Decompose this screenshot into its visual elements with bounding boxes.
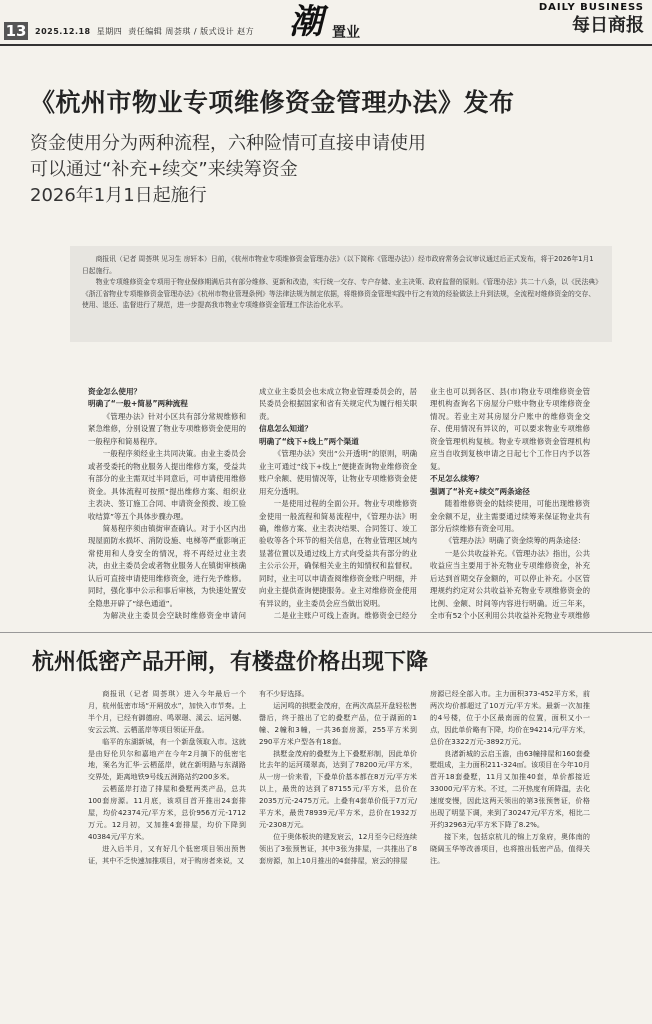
body-paragraph: 成立业主委员会也未成立物业管理委员会的，居民委员会根据国家和省有关规定代为履行相关职责。 — [259, 387, 417, 421]
body-paragraph: 一般程序须经业主共同决策。由业主委员会或者受委托的物业服务人提出维修方案，受益共有部分的业主需双过半同意后，可申请使用维修资金。具体流程可按照“提出维修方案、组织业主表决、签订施工合同、申请资金预拨、竣工验收结算”等五个具体步骤办理。 — [88, 449, 246, 521]
subheading: 不足怎么续筹？ — [430, 474, 484, 484]
article2-column-2 — [259, 688, 417, 1018]
body-paragraph: 《管理办法》明确了资金续筹的两条途径： — [444, 536, 586, 546]
subheading: 强调了“补充+续交”两条途径 — [430, 486, 530, 496]
brand-chinese: 每日商报 — [572, 15, 644, 36]
body-paragraph: 一是使用过程的全面公开。物业专项维修资金使用一般流程和简易流程中，《管理办法》明确，维修方案、业主表决结果、合同签订、竣工验收等各个环节的相关信息，在物业管理区域内显著位置以及通过线上方式向受益共有部分的业主公示公开，确保相关业主的知情权和监督权。同时，业主可以申请查阅维修资金账户明细，并向业主提供查询便捷服务。业主对维修资金使用有异议的，业主委员会应当做出说明。 — [259, 499, 417, 608]
subheading: 明确了“线下+线上”两个渠道 — [259, 436, 359, 446]
article1-deck-line-3: 2026年1月1日起施行 — [30, 185, 207, 206]
body-paragraph: 《管理办法》突出“公开透明”的原则，明确业主可通过“线下+线上”便捷查询物业维修资金账户余额、使用情况等，让物业专项维修资金使用充分透明。 — [259, 449, 417, 496]
body-paragraph: 商报讯（记者 周荟琪）进入今年最后一个月，杭州低密市场“开闸放水”，加快入市节奏。上半个月，已经有御德府、鸣翠璟、溪云、运河樾、安云云筑、云栖蓝岸等项目领证开盘。 — [88, 689, 246, 734]
body-paragraph: 《管理办法》针对小区共有部分常规维修和紧急维修，分别设置了物业专项维修资金使用的一般程序和简易程序。 — [88, 411, 246, 446]
subheading: 资金怎么使用？ — [88, 387, 142, 396]
article1-column-3 — [430, 386, 590, 624]
section-name: 置业 — [332, 25, 360, 41]
article-divider — [0, 632, 652, 633]
page-number: 13 — [5, 22, 27, 40]
subheading: 信息怎么知道？ — [259, 424, 313, 434]
body-paragraph: 云栖蓝岸打造了排屋和叠墅两类产品，总共100套房源。11月底，该项目首开推出24套排屋，均价42374元/平方米，总价956万元-1712万元。12月初，又加推4套排屋，均价下降到40384元/平方米。 — [88, 784, 246, 841]
body-paragraph: 运河鸣的拱墅金茂府，在两次高层开盘轻松售罄后，终于推出了它的叠墅产品，位于湖面的1幢、2幢和3幢，一共36套房源，255平方米到290平方米户型各有18套。 — [259, 700, 417, 746]
body-paragraph: 为解决业主委员会空缺时维修资金申请问 — [102, 611, 246, 621]
layout-designer: 版式设计 赵方 — [200, 27, 255, 36]
lead-paragraph: 商报讯（记者 周荟琪 见习生 房轩本）日前，《杭州市物业专项维修资金管理办法》（以下简称《管理办法》）经市政府常务会议审议通过后正式发布，将于2026年1月1日起施行。 — [82, 255, 594, 275]
article1-deck-line-1: 资金使用分为两种流程，六种险情可直接申请使用 — [30, 133, 426, 154]
body-paragraph: 良渚新城的云启玉澹，由63幢排屋和160套叠墅组成，主力面积211-324㎡。该项目在今年10月首开18套叠墅，11月又加推40套，单价都接近33000元/平方米。不过，二开热度有所降温，去化速度变慢，因此这两天领出的第3张预售证，价格出现了明显下调，来到了30247元/平方米，相比二开约32963元/平方米下降了8.2%。 — [430, 748, 590, 829]
subheading: 明确了“一般+简易”两种流程 — [88, 399, 188, 409]
body-paragraph: 二是业主账户可线上查询。维修资金已经分 — [273, 611, 417, 621]
body-paragraph: 位于奥体板块的建发宸云，12月至今已经连续领出了3张预售证，其中3张为排屋，一共推出了8套房源，加上10月推出的4套排屋，宸云的排屋 — [259, 831, 417, 865]
body-paragraph: 进入后半月，又有好几个低密项目领出预售证，其中不乏快速加推项目，对于购房者来说，又 — [88, 843, 246, 865]
brand-english: DAILY BUSINESS — [538, 2, 644, 13]
article1-column-2 — [259, 386, 417, 624]
lead-paragraph: 物业专项维修资金专项用于物业保修期满后共有部分维修、更新和改造，实行统一交存、专户存储、业主决策、政府监督的原则。《管理办法》共二十八条，以《民法典》《浙江省物业专项维修资金管理办法》《杭州市物业管理条例》等法律法规为制定依据，将维修资金管理实践中行之有效的经验做法上升到法规，全流程对维修资金的交存、使用、退还、监督进行了规范，进一步提高我市物业专项维修资金管理工作法治化水平。 — [82, 278, 599, 310]
body-paragraph: 简易程序须由镇街审查确认。对于小区内出现屋面防水损坏、消防设施、电梯等严重影响正常使用和人身安全的情况，将不再经过业主表决，由业主委员会或者物业服务人在镇街审核确认后可直接申请使用维修资金，进行先予维修。同时，强化事中公示和事后审核，为快速处置安全隐患开辟了“绿色通道”。 — [88, 523, 246, 608]
body-paragraph: 房源已经全部入市。主力面积373-452平方米，前两次均价都超过了10万元/平方米。最新一次加推的4号楼，位于小区最南面的位置，面积又小一点，因此单价略有下降，均价在94214元/平方米，总价在3322万元-3892万元。 — [430, 689, 590, 746]
section-logo: 潮 — [289, 2, 323, 42]
issue-date: 2025.12.18 — [35, 27, 91, 36]
responsible-editor: 责任编辑 周荟琪 — [128, 27, 191, 36]
article2-column-1 — [88, 688, 246, 1018]
body-paragraph: 随着维修资金的陆续使用，可能出现维修资金余额不足，业主需要通过续筹来保证物业共有部分后续维修有资金可用。 — [430, 499, 590, 533]
body-paragraph: 接下来，包括京杭儿的锦上万象府，奥体南的晓阔玉华等改善项目，也将推出低密产品，值得关注。 — [430, 831, 590, 865]
article2-headline: 杭州低密产品开闸，有楼盘价格出现下降 — [32, 650, 429, 675]
issue-weekday: 星期四 — [96, 27, 123, 36]
article1-headline: 《杭州市物业专项维修资金管理办法》发布 — [30, 88, 515, 117]
article1-deck-line-2: 可以通过“补充+续交”来续筹资金 — [30, 159, 298, 180]
article1-column-1 — [88, 386, 246, 624]
page-header — [0, 0, 652, 46]
issue-meta: 2025.12.18 星期四 责任编辑 周荟琪 / 版式设计 赵方 — [35, 27, 255, 36]
body-paragraph: 拱墅金茂府的叠墅为上下叠墅形制，因此单价比去年的运河璞翠高，达到了78200元/平方米，从一房一价来看，下叠单价基本都在8万元/平方米以上，最贵的达到了87155元/平方米，总价在2035万元-2475万元。上叠有4套单价低于7万元/平方米，最贵78939元/平方米，总价在1932万元-2308万元。 — [259, 748, 417, 829]
article1-lead-box — [70, 246, 612, 342]
body-paragraph: 临平的东湖新城，有一个新盘领取入市。这就是由好伦贝尔和嘉地产在今年2月摘下的低密宅地，案名为汇华·云栖蓝岸，就在新明路与东湖路交界处，距离地铁9号线五洲路站约200多米。 — [88, 736, 246, 782]
body-paragraph: 有不少好选择。 — [259, 689, 309, 698]
body-paragraph: 业主也可以到各区、县(市)物业专项维修资金管理机构查询名下房屋分户账中物业专项维修资金情况。若业主对其房屋分户账中的维修资金交存、使用情况有异议的，可以要求物业专项维修资金管理机构复核。物业专项维修资金管理机构应当自收到复核申请之日起七个工作日内予以答复。 — [430, 387, 590, 471]
article2-column-3 — [430, 688, 590, 1018]
body-paragraph: 一是公共收益补充。《管理办法》指出，公共收益应当主要用于补充物业专项维修资金，补充后达到首期交存金额的，可以停止补充。小区管理规约约定对公共收益补充物业专项维修资金的比例、金额、时间等内容进行明确。近三年来，全市有52个小区利用公共收益补充物业专项维修 — [430, 548, 590, 621]
header-rule — [0, 44, 652, 46]
